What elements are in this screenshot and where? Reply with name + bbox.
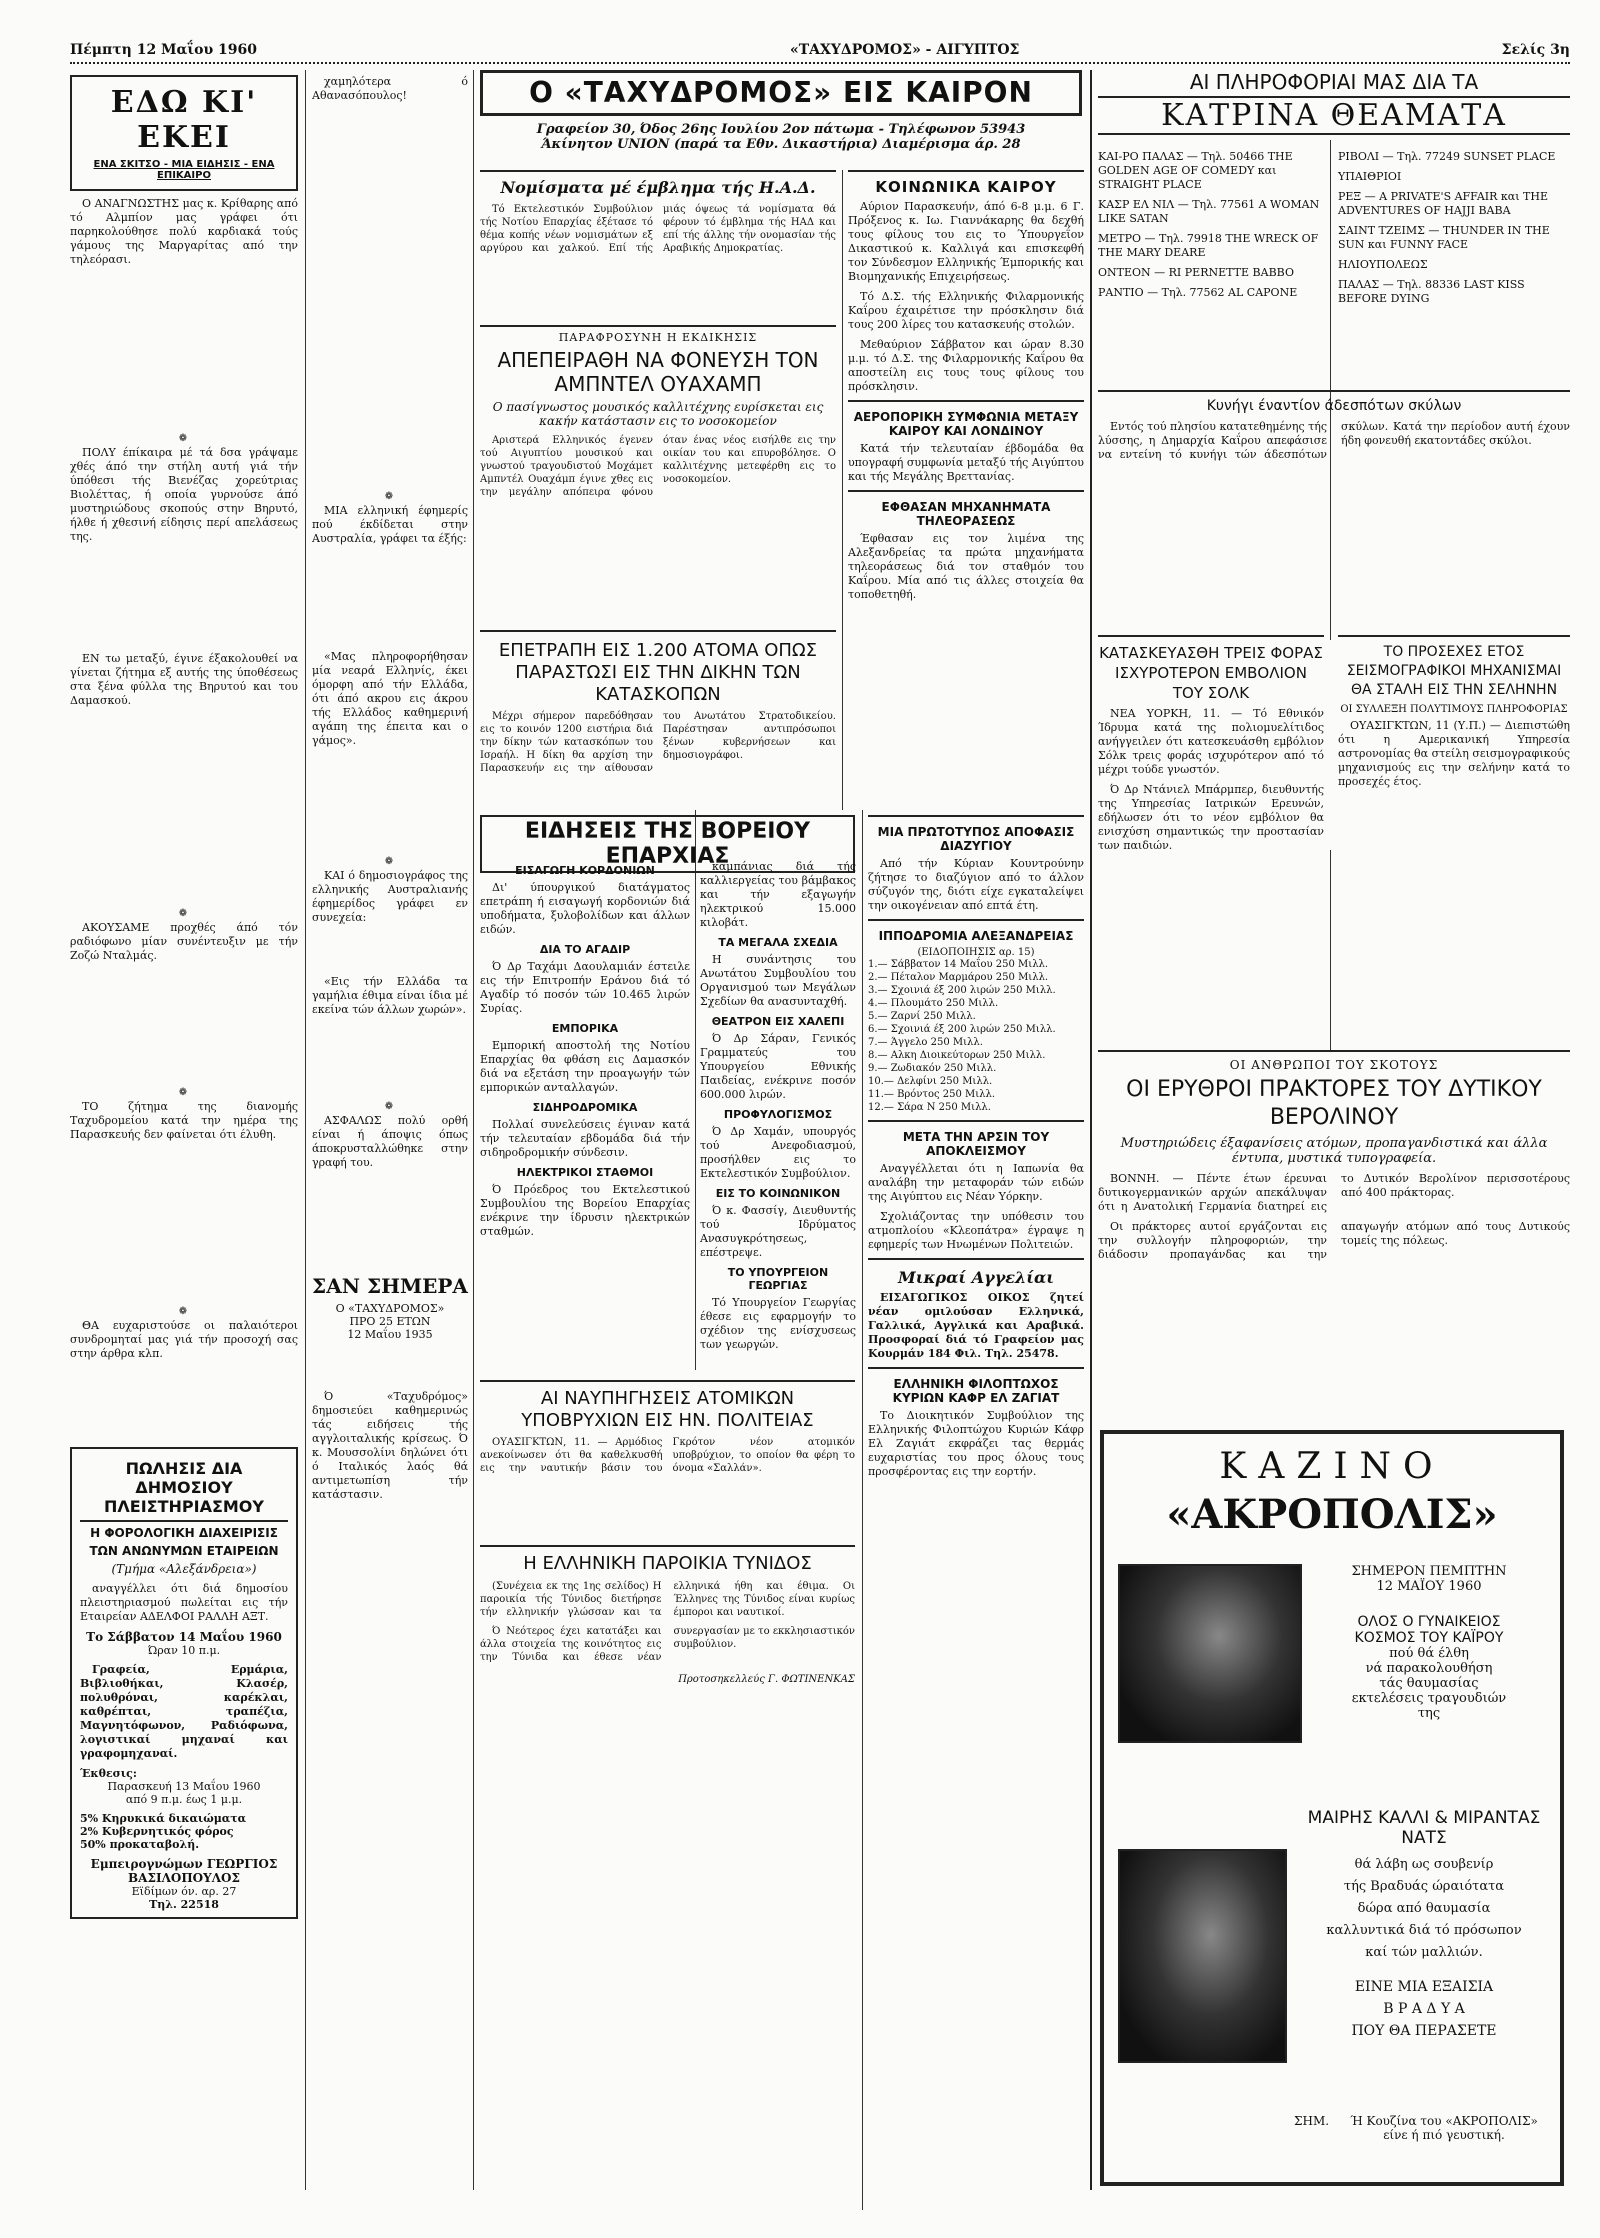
casino-performers: ΜΑΙΡΗΣ ΚΑΛΛΙ & ΜΙΡΑΝΤΑΣ ΝΑΤΣ	[1307, 1808, 1541, 1848]
divorce-title: ΜΙΑ ΠΡΩΤΟΤΥΠΟΣ ΑΠΟΦΑΣΙΣ ΔΙΑΖΥΓΙΟΥ	[877, 825, 1075, 853]
alex-races	[868, 919, 1084, 1114]
agents-deck: Μυστηριώδεις έξαφανίσεις ατόμων, προπαγανδιστικά και άλλα έντυπα, μυστικά τυπογραφεία.	[1120, 1136, 1548, 1166]
seismo-subtitle: ΟΙ ΣΥΛΛΕΞΗ ΠΟΛΥΤΙΜΟΥΣ ΠΛΗΡΟΦΟΡΙΑΣ	[1340, 704, 1568, 715]
info-header	[1098, 70, 1570, 145]
race-entry: 7.— Άγγελο 250 Μιλλ.	[868, 1037, 983, 1048]
singer-photo	[1118, 1849, 1287, 2063]
section-title: ΕΔΩ ΚΙ' ΕΚΕΙ	[110, 85, 258, 155]
column-divider	[842, 170, 843, 810]
social-body: Αύριον Παρασκευήν, άπό 6-8 μ.μ. 6 Γ. Πρόξενος κ. Ιω. Γιαννάκαρης θα δεχθή τους φίλους του εις το Ύπουργεΐον Δικαστικού κ. Καλλιγά και επισκεφθή τον Σύνδεσμον Ελληνικής Έμπορικής και Βιομηχανικής Επιχειρήσεως.	[848, 200, 1084, 283]
submarines-article	[480, 1380, 855, 1542]
race-entry: 9.— Ζωδιακόν 250 Μιλλ.	[868, 1063, 997, 1074]
article-paragraph: ΠΟΛΥ έπίκαιρα μέ τά δσα γράψαμε χθές άπό την στήλη αυτή γιά τήν ύπόθεσι τής Βιενέζας χορεύτριας Βιολέττας, ή οποία γυρνούσε άπό μυστηριώδους σκοπούς στην Βηρυτό, ήλθε ή χθεσινή είδησις περί απελάσεως της.	[70, 446, 298, 543]
north-province-col-a	[480, 860, 690, 1370]
polio-title: ΚΑΤΑΣΚΕΥΑΣΘΗ ΤΡΕΙΣ ΦΟΡΑΣ ΙΣΧΥΡΟΤΕΡΟΝ ΕΜΒΟΛΙΟΝ ΤΟΥ ΣΟΛΚ	[1099, 644, 1323, 702]
agents-article	[1098, 1050, 1570, 1422]
column-divider	[695, 810, 696, 1370]
auction-hour: Ώραν 10 π.μ.	[147, 1644, 221, 1657]
auction-address: Εϊδίμων όν. αρ. 27	[131, 1885, 237, 1898]
separator: ❁	[384, 856, 396, 867]
fee-line: 50% προκαταβολή.	[80, 1838, 200, 1851]
news-body: Ό Δρ Χαμάν, υπουργός τού Ανεφοδιασμού, προσήλθεν εις το Εκτελεστικόν Συμβούλιον.	[700, 1125, 856, 1180]
cinema-listing: ΣΑΙΝΤ ΤΖΕΙΜΣ — THUNDER IN THE SUN και FUNNY FACE	[1338, 224, 1550, 251]
today-paper: Ο «ΤΑΧΥΔΡΟΜΟΣ»	[335, 1302, 445, 1315]
article-paragraph: ΑΚΟΥΣΑΜΕ προχθές άπό τόν ραδιόφωνο μίαν συνέντευξιν με τήν Ζοζώ Νταλμάς.	[70, 921, 298, 962]
news-subhead: ΤΑ ΜΕΓΑΛΑ ΣΧΕΔΙΑ	[718, 936, 838, 949]
article-paragraph: ΑΣΦΑΛΩΣ πολύ ορθή είναι ή άποψις όπως άποκρυσταλλώθηκε στην γραφή του.	[312, 1114, 468, 1169]
submarines-title: ΑΙ ΝΑΥΠΗΓΗΣΕΙΣ ΑΤΟΜΙΚΩΝ ΥΠΟΒΡΥΧΙΩΝ ΕΙΣ ΗΝ. ΠΟΛΙΤΕΙΑΣ	[521, 1388, 814, 1431]
north-province-col-b	[700, 860, 856, 1370]
casino-date: 12 ΜΑΪΟΥ 1960	[1376, 1579, 1482, 1594]
news-body: Ό Δρ Ταχάμι Δαουλαμιάν έστειλε εις τήν Επιτροπήν Εράνου διά τό Αγαδίρ τό ποσόν τών 10.465 λιρών Συρίας.	[480, 960, 690, 1015]
boycott-article	[868, 1120, 1084, 1252]
separator: ❁	[384, 491, 396, 502]
casino-acropolis-ad	[1100, 1430, 1564, 2186]
article-paragraph: Ο ΑΝΑΓΝΩΣΤΗΣ μας κ. Κρίθαρης από τό Αλμπίον μας γράφει ότι παρηκολούθησε πολύ καρδιακά τούς γάμους της Μαργαρίτας από την τηλεόρασι.	[70, 197, 298, 266]
news-body: Εμπορική αποστολή της Νοτίου Επαρχίας θα φθάση εις Δαμασκόν διά να εξετάση την προαγωγήν τών εμπορικών ανταλλαγών.	[480, 1039, 690, 1094]
race-entry: 10.— Δελφίνι 250 Μιλλ.	[868, 1076, 993, 1087]
assassination-body: Αριστερά Ελληνικός έγενεν τού Αιγυπτίου μουσικού και γνωστού τραγουδιστού Μοχάμετ Αμπντέλ Ουαχάμπ έγινε χθες εις την μεγάλην απόπειρα φόνου όταν ένας νέος εισήλθε εις την οικίαν του και επυροβόλησε. Ο καλλιτέχνης μετεφέρθη εις το νοσοκομείον.	[480, 435, 836, 498]
auction-org: ΤΩΝ ΑΝΩΝΥΜΩΝ ΕΤΑΙΡΕΙΩΝ	[89, 1544, 279, 1558]
news-body: καμπάνιας διά τής καλλιεργείας του βάμβακος και τήν εξαγωγήν ηλεκτρικού 15.000 κιλοβάτ.	[700, 860, 856, 929]
auction-branch: (Τμήμα «Αλεξάνδρεια»)	[111, 1562, 257, 1576]
casino-gift-line: τής Βραδυάς ώραιότατα	[1343, 1879, 1505, 1894]
auction-date: Το Σάββατον 14 Μαΐου 1960	[86, 1630, 282, 1644]
philanthropy-body: Το Διοικητικόν Συμβούλιον της Ελληνικής Φιλοπτώχου Κυριών Κάφρ Ελ Ζαγιάτ εκφράζει τας θερμάς ευχαριστίας του προς όλους τους προσφέροντας εις την εορτήν.	[868, 1409, 1084, 1478]
race-entry: 5.— Ζαρνί 250 Μιλλ.	[868, 1011, 976, 1022]
article-paragraph: «Μας πληροφορήθησαν μία νεαρά Ελληνίς, έκει όμορφη από τήν Ελλάδα, ότι άπό ακρου εις άκρου τής Ελλάδος καθημερινή αγάπη της έπειτα και ο γάμος».	[312, 650, 468, 747]
auction-items: Γραφεία, Ερμάρια, Βιβλιοθήκαι, Κλασέρ, πολυθρόναι, καρέκλαι, καθρέπται, τραπέζια, Μαγνητόφωνον, Ραδιόφωνα, λογιστικαί μηχαναί και γραφομηχαναί.	[80, 1663, 288, 1760]
race-entry: 11.— Βρόντος 250 Μιλλ.	[868, 1089, 996, 1100]
fee-line: 5% Κηρυκικά δικαιώματα	[80, 1812, 247, 1825]
dogs-body: Εντός τού πλησίου κατατεθημένης τής λύσσης, η Δημαρχία Καΐρου απεφάσισε να εντείνη τό κυνήγι τών άδεσπότων σκύλων. Κατά την περίοδον αυτή έχουν ήδη φονευθή εκατοντάδες σκύλοι.	[1098, 420, 1570, 461]
tunis-body: (Συνέχεια εκ της 1ης σελίδος) Η παροικία τής Τύνιδος διετήρησε τήν ελληνικήν γλώσσαν και τα ελληνικά ήθη και έθιμα. Οι Έλληνες της Τύνιδος είναι κυρίως έμποροι και ναυτικοί.	[480, 1581, 855, 1618]
masthead-building: Άκίνητον UNION (παρά τα Εθν. Δικαστήρια) Διαμέρισμα άρ. 28	[541, 137, 1021, 152]
casino-line: ΚΟΣΜΟΣ ΤΟΥ ΚΑΪΡΟΥ	[1354, 1630, 1504, 1646]
air-title: ΑΕΡΟΠΟΡΙΚΗ ΣΥΜΦΩΝΙΑ ΜΕΤΑΞΥ ΚΑΙΡΟΥ ΚΑΙ ΛΟΝΔΙΝΟΥ	[853, 410, 1079, 438]
news-body: Δι' ύπουργικού διατάγματος επετράπη ή εισαγωγή κορδονιών διά υποδήματα, ξυλοβολίδων και άλλων ειδών.	[480, 881, 690, 936]
news-subhead: ΤΟ ΥΠΟΥΡΓΕΙΟΝ ΓΕΩΡΓΙΑΣ	[727, 1266, 829, 1292]
casino-event-info	[1304, 1564, 1554, 1721]
news-subhead: ΕΙΣΑΓΩΓΗ ΚΟΡΔΟΝΙΩΝ	[515, 864, 655, 877]
masthead-title: Ο «ΤΑΧΥΔΡΟΜΟΣ» ΕΙΣ ΚΑΙΡΟΝ	[529, 76, 1033, 109]
today-years: ΠΡΟ 25 ΕΤΩΝ	[349, 1315, 431, 1328]
header-date: Πέμπτη 12 Μαΐου 1960	[70, 42, 257, 58]
casino-evening-line: Β Ρ Α Δ Υ Α	[1383, 2001, 1465, 2017]
column-2	[312, 75, 468, 1275]
coins-title: Νομίσματα μέ έμβλημα τής Η.Α.Δ.	[500, 178, 816, 197]
tunis-article	[480, 1545, 855, 2187]
today-in-history-body	[312, 1390, 468, 1501]
spy-trial-article	[480, 630, 836, 812]
air-agreement	[848, 400, 1084, 484]
tv-article	[848, 490, 1084, 602]
small-ads-title: Μικραί Αγγελίαι	[898, 1268, 1054, 1287]
column-divider	[1090, 70, 1092, 2190]
cinemas-left	[1098, 150, 1326, 390]
news-subhead: ΕΜΠΟΡΙΚΑ	[551, 1022, 619, 1035]
news-body: Ό κ. Φασσίγ, Διευθυντής τού Ιδρύματος Ανασυγκρότησεως, επέστρεψε.	[700, 1204, 856, 1259]
news-body: Ό Πρόεδρος του Εκτελεστικού Συμβουλίου της Βορείου Επαρχίας ενέκρινε την ίδρυσιν ηλεκτρικών σταθμών.	[480, 1183, 690, 1238]
casino-gift-line: δώρα από θαυμασία	[1357, 1901, 1491, 1916]
news-subhead: ΕΙΣ ΤΟ ΚΟΙΝΩΝΙΚΟΝ	[715, 1187, 841, 1200]
cinema-listing: ΡΑΝΤΙΟ — Τηλ. 77562 AL CAPONE	[1098, 286, 1298, 299]
polio-body: Ό Δρ Ντάνιελ Μπάρμπερ, διευθυντής της Υπηρεσίας Ιατρικών Ερευνών, εδήλωσεν ότι το νέον εμβόλιον θα ενισχύση σημαντικώς την προστασίαν των παιδιών.	[1098, 783, 1324, 852]
race-entry: 1.— Σάββατον 14 Μαΐου 250 Μιλλ.	[868, 959, 1049, 970]
masthead	[480, 70, 1082, 160]
races-subtitle: (ΕΙΔΟΠΟΙΗΣΙΣ αρ. 15)	[917, 947, 1035, 958]
seismograph-article	[1338, 635, 1570, 1097]
auction-agent: Εμπειρογνώμων ΓΕΩΡΓΙΟΣ ΒΑΣΙΛΟΠΟΥΛΟΣ	[90, 1857, 278, 1885]
article-paragraph: ΤΟ ζήτημα της διανομής Ταχυδρομείου κατά την ημέρα της Παρασκευής δεν φαίνεται ότι έλυθη.	[70, 1100, 298, 1141]
social-body: Τό Δ.Σ. τής Ελληνικής Φιλαρμονικής Καΐρου έχαιρέτισε την πρόσκλησιν διά τους 200 λίρες του κατασκευής στολών.	[848, 290, 1084, 331]
right-middle-column	[868, 815, 1084, 2195]
article-paragraph: χαμηλότερα ό Αθανασόπουλος!	[312, 75, 468, 102]
article-paragraph: Ό «Ταχυδρόμος» δημοσιεύει καθημερινώς τάς ειδήσεις τής αγγλοιταλικής κρίσεως. Ό κ. Μουσσολίνι δηλώνει ότι ό Ιταλικός λαός θά αντιμετωπίση τήν κατάστασιν.	[312, 1390, 468, 1501]
tunis-body: Ό Νεότερος έχει κατατάξει και άλλα στοιχεία της κοινότητος εις την Τύνιδα και έθεσε νέαν συνεργασίαν με το εκκλησιαστικόν συμβούλιον.	[480, 1626, 855, 1663]
article-paragraph: «Εις τήν Ελλάδα τα γαμήλια έθιμα είναι ίδια μέ εκείνα τών άλλων χωρών».	[312, 975, 468, 1016]
race-entry: 8.— Αλκη Διοικεύτορων 250 Μιλλ.	[868, 1050, 1046, 1061]
cinemas-right	[1338, 150, 1570, 390]
header-page-number: Σελίς 3η	[1501, 42, 1570, 58]
news-body: Πολλαί συνελεύσεις έγιναν κατά τήν τελευταίαν εβδομάδα διά τήν σιδηροδρομικήν σύνδεσιν.	[480, 1118, 690, 1159]
cinema-listing: ΜΕΤΡΟ — Τηλ. 79918 THE WRECK OF THE MARY DEARE	[1098, 232, 1319, 259]
races-title: ΙΠΠΟΔΡΟΜΙΑ ΑΛΕΞΑΝΔΡΕΙΑΣ	[878, 929, 1074, 943]
masthead-address: Γραφείον 30, Όδος 26ης Ιουλίου 2ον πάτωμα - Τηλέφωνον 53943	[536, 122, 1026, 137]
auction-ad	[70, 1447, 298, 1919]
today-in-history	[312, 1270, 468, 1390]
cinema-listing: ΚΑΙ-ΡΟ ΠΑΛΑΣ — Τηλ. 50466 THE GOLDEN AGE OF COMEDY και STRAIGHT PLACE	[1098, 150, 1293, 191]
casino-line: της	[1417, 1706, 1441, 1721]
auction-org: Η ΦΟΡΟΛΟΓΙΚΗ ΔΙΑΧΕΙΡΙΣΙΣ	[90, 1526, 278, 1540]
column-divider	[1330, 850, 1331, 1070]
agents-title: ΟΙ ΕΡΥΘΡΟΙ ΠΡΑΚΤΟΡΕΣ ΤΟΥ ΔΥΤΙΚΟΥ ΒΕΡΟΛΙΝΟΥ	[1126, 1077, 1542, 1130]
divorce-body: Από τήν Κύριαν Κουντρούνην ζήτησε το διαζύγιον από το άλλον σύζυγόν της, διότι είχε εγκαταλείψει την οικογένειαν από επτά έτη.	[868, 857, 1084, 912]
separator: ❁	[178, 433, 190, 444]
singer-photo	[1118, 1564, 1302, 1743]
separator: ❁	[178, 908, 190, 919]
philanthropy-title: ΕΛΛΗΝΙΚΗ ΦΙΛΟΠΤΩΧΟΣ ΚΥΡΙΩΝ ΚΑΦΡ ΕΛ ΖΑΓΙΑΤ	[892, 1377, 1060, 1405]
casino-gift-line: καλλυντικά διά τό πρόσωπον	[1326, 1923, 1522, 1938]
tv-body: Έφθασαν εις τον λιμένα της Αλεξανδρείας τα πρώτα μηχανήματα τηλεοράσεως διά τον σταθμόν του Καΐρου. Μία από τις άλλες στοιχεία θα τοποθετηθή.	[848, 532, 1084, 601]
social-title: ΚΟΙΝΩΝΙΚΑ ΚΑΙΡΟΥ	[875, 178, 1057, 196]
separator: ❁	[178, 1087, 190, 1098]
article-paragraph: ΜΙΑ ελληνική έφημερίς πού έκδίδεται στην Αυστραλία, γράφει τα έξής:	[312, 504, 468, 545]
polio-body: ΝΕΑ ΥΟΡΚΗ, 11. — Τό Εθνικόν Ίδρυμα κατά της πολιομυελίτιδος ανήγγειλεν ότι κατεσκευάσθη εμβόλιον Σόλκ τρεις φοράς ισχυρότερον από τό μέχρι τούδε γνωστόν.	[1098, 707, 1324, 776]
tunis-title: Η ΕΛΛΗΝΙΚΗ ΠΑΡΟΙΚΙΑ ΤΥΝΙΔΟΣ	[523, 1553, 812, 1574]
casino-note-label: ΣΗΜ.	[1294, 2114, 1330, 2128]
polio-article	[1098, 635, 1324, 1097]
separator: ❁	[384, 1101, 396, 1112]
fee-line: 2% Κυβερνητικός φόρος	[80, 1825, 234, 1838]
philanthropy-article	[868, 1367, 1084, 1479]
news-subhead: ΘΕΑΤΡΟΝ ΕΙΣ ΧΑΛΕΠΙ	[711, 1015, 845, 1028]
agents-body: ΒΟΝΝΗ. — Πέντε έτων έρευναι δυτικογερμανικών αρχών απεκάλυψαν ότι η Ανατολική Γερμανία διατηρεί εις το Δυτικόν Βερολίνον περισσοτέρους από 400 πράκτορας.	[1098, 1172, 1570, 1213]
exposition-hour: από 9 π.μ. έως 1 μ.μ.	[125, 1793, 243, 1806]
casino-line: εκτελέσεις τραγουδιών	[1351, 1691, 1507, 1706]
race-entry: 2.— Πέταλον Μαρμάρου 250 Μιλλ.	[868, 972, 1049, 983]
casino-line: τάς θαυμασίας	[1379, 1676, 1479, 1691]
dogs-article	[1098, 390, 1570, 632]
casino-title: ΚΑΖΙΝΟ	[1219, 1446, 1445, 1487]
auction-phone: Τηλ. 22518	[149, 1898, 219, 1911]
exposition-label: Έκθεσις:	[80, 1767, 137, 1780]
column-1	[70, 75, 298, 2215]
casino-gifts	[1294, 1854, 1554, 2042]
auction-title: ΠΩΛΗΣΙΣ ΔΙΑ ΔΗΜΟΣΙΟΥ ΠΛΕΙΣΤΗΡΙΑΣΜΟΥ	[80, 1459, 288, 1522]
cinema-listing: ΥΠΑΙΘΡΙΟΙ	[1338, 170, 1402, 183]
news-subhead: ΔΙΑ ΤΟ ΑΓΑΔΙΡ	[539, 943, 631, 956]
assassination-deck: Ο πασίγνωστος μουσικός καλλιτέχνης ευρίσκεται εις κακήν κατάστασιν εις το νοσοκομείον	[492, 400, 824, 428]
article-paragraph: ΕΝ τω μεταξύ, έγινε έξακολουθεί να γίνεται ζήτημα εξ αυτής της ύποθέσεως στα ξένα φύλλα της Βηρυτού και του Δαμασκού.	[70, 652, 298, 707]
boycott-title: ΜΕΤΑ ΤΗΝ ΑΡΣΙΝ ΤΟΥ ΑΠΟΚΛΕΙΣΜΟΥ	[902, 1130, 1050, 1158]
tunis-signature: Προτοσηκελλεύς Γ. ΦΩΤΙΝΕΝΚΑΣ	[678, 1674, 855, 1685]
info-title: ΑΙ ΠΛΗΡΟΦΟΡΙΑΙ ΜΑΣ ΔΙΑ ΤΑ	[1189, 70, 1479, 94]
separator: ❁	[178, 1306, 190, 1317]
cinema-listing: ΡΕΞ — A PRIVATE'S AFFAIR και THE ADVENTURES OF HAJJI BABA	[1338, 190, 1548, 217]
tv-title: ΕΦΘΑΣΑΝ ΜΗΧΑΝΗΜΑΤΑ ΤΗΛΕΟΡΑΣΕΩΣ	[881, 500, 1051, 528]
column-divider	[305, 70, 306, 2190]
article-kicker: ΠΑΡΑΦΡΟΣΥΝΗ Η ΕΚΔΙΚΗΣΙΣ	[558, 331, 758, 344]
news-body: Ό Δρ Σάραν, Γενικός Γραμματεύς του Υπουργείου Εθνικής Παιδείας, ενέκρινε ποσόν 600.000 λιρών.	[700, 1032, 856, 1101]
small-ads	[868, 1258, 1084, 1361]
coins-body: Τό Εκτελεστικόν Συμβούλιον τής Νοτίου Επαρχίας έξέτασε τό θέμα κοπής νέων νομισμάτων εξ αργύρου και χαλκού. Επί τής μιάς όψεως τά νομίσματα θά φέρουν τό έμβλημα τής ΗΑΔ και επί τής άλλης τήν ονομασίαν τής Αραβικής Δημοκρατίας.	[480, 204, 836, 254]
today-title: ΣΑΝ ΣΗΜΕΡΑ	[312, 1274, 468, 1298]
agents-kicker: ΟΙ ΑΝΘΡΩΠΟΙ ΤΟΥ ΣΚΟΤΟΥΣ	[1229, 1058, 1439, 1072]
cinema-listing: ΚΑΣΡ ΕΛ ΝΙΛ — Τηλ. 77561 A WOMAN LIKE SATAN	[1098, 198, 1320, 225]
small-ads-body: ΕΙΣΑΓΩΓΙΚΟΣ ΟΙΚΟΣ ζητεί νέαν ομιλούσαν Ελληνικά, Γαλλικά, Αγγλικά και Αραβικά. Προσφοραί διά τό Γραφείον μας Κουρμάν 184 Φιλ. Τηλ. 25478.	[868, 1291, 1084, 1360]
news-body: Τό Υπουργείον Γεωργίας έθεσε εις εφαρμογήν το σχέδιον της ενίσχυσεως των γεωργών.	[700, 1296, 856, 1351]
agents-body: Οι πράκτορες αυτοί εργάζονται εις την συλλογήν πληροφοριών, την διάδοσιν προπαγάνδας και την απαγωγήν ατόμων από τους Δυτικούς τομείς της πόλεως.	[1098, 1220, 1570, 1261]
casino-gift-line: θά λάβη ως σουβενίρ	[1354, 1857, 1494, 1872]
boycott-body: Σχολιάζοντας την υπόθεσιν του ατμοπλοίου «Κλεοπάτρα» έγραψε η εφημερίς των Ηνωμένων Πολιτειών.	[868, 1210, 1084, 1251]
section-subtitle: ΕΝΑ ΣΚΙΤΣΟ - ΜΙΑ ΕΙΔΗΣΙΣ - ΕΝΑ ΕΠΙΚΑΙΡΟ	[93, 159, 275, 181]
casino-name: «ΑΚΡΟΠΟΛΙΣ»	[1166, 1491, 1498, 1538]
seismo-title: ΤΟ ΠΡΟΣΕΧΕΣ ΕΤΟΣ ΣΕΙΣΜΟΓΡΑΦΙΚΟΙ ΜΗΧΑΝΙΣΜΑΙ ΘΑ ΣΤΑΛΗ ΕΙΣ ΤΗΝ ΣΕΛΗΝΗΝ	[1346, 644, 1562, 698]
social-column	[848, 170, 1084, 812]
article-paragraph: ΘΑ ευχαριστούσε οι παλαιότεροι συνδρομηταί μας γιά τήν προσοχή σας στην άρθρα κλπ.	[70, 1319, 298, 1360]
today-date: 12 Μαΐου 1935	[347, 1328, 433, 1341]
info-title-main: ΚΑΤΡΙΝΑ ΘΕΑΜΑΤΑ	[1098, 96, 1570, 135]
assassination-article	[480, 325, 836, 627]
race-entry: 12.— Σάρα Ν 250 Μιλλ.	[868, 1102, 991, 1113]
cinema-listing: ΗΛΙΟΥΠΟΛΕΩΣ	[1338, 258, 1428, 271]
dogs-title: Κυνήγι έναντίον άδεσπότων σκύλων	[1206, 398, 1462, 414]
race-entry: 3.— Σχοινιά έξ 200 λιρών 250 Μιλλ.	[868, 985, 1056, 996]
race-entry: 6.— Σχοινιά έξ 200 λιρών 250 Μιλλ.	[868, 1024, 1056, 1035]
cinema-listing: ΡΙΒΟΛΙ — Τηλ. 77249 SUNSET PLACE	[1338, 150, 1556, 163]
casino-line: νά παρακολουθήση	[1365, 1661, 1493, 1676]
casino-line: ΟΛΟΣ Ο ΓΥΝΑΙΚΕΙΟΣ	[1357, 1614, 1501, 1630]
divorce-article	[868, 815, 1084, 913]
casino-evening-line: ΠΟΥ ΘΑ ΠΕΡΑΣΕΤΕ	[1351, 2023, 1497, 2039]
news-subhead: ΠΡΟΦΥΛΟΓΙΣΜΟΣ	[723, 1108, 833, 1121]
air-body: Κατά τήν τελευταίαν έβδομάδα θα υπογραφή συμφωνία μεταξύ τής Αιγύπτου και τής Μεγάλης Βρεττανίας.	[848, 442, 1084, 483]
north-province-title: ΕΙΔΗΣΕΙΣ ΤΗΣ ΒΟΡΕΙΟΥ ΕΠΑΡΧΙΑΣ	[524, 819, 811, 869]
submarines-body: ΟΥΑΣΙΓΚΤΩΝ, 11. — Αρμόδιος ανεκοίνωσεν ότι θα καθελκυσθή εις την ναυτικήν βάσιν του Γκρότον νέον ατομικόν υποβρύχιον, το οποίον θα φέρη το όνομα «Σαλλάν».	[480, 1437, 855, 1474]
casino-evening-line: ΕΙΝΕ ΜΙΑ ΕΞΑΙΣΙΑ	[1354, 1979, 1494, 1995]
news-subhead: ΣΙΔΗΡΟΔΡΟΜΙΚΑ	[532, 1101, 638, 1114]
column-divider	[862, 810, 863, 2210]
auction-body: αναγγέλλει ότι διά δημοσίου πλειστηριασμού πωλείται εις τήν Εταιρείαν ΑΔΕΛΦΟΙ ΡΑΛΛΗ ΑΞΤ.	[80, 1582, 288, 1623]
masthead-banner	[480, 70, 1082, 116]
casino-note: Ή Κουζίνα του «ΑΚΡΟΠΟΛΙΣ» είνε ή πιό γευστική.	[1350, 2114, 1538, 2142]
coins-article	[480, 170, 836, 322]
cinema-listing: ΠΑΛΑΣ — Τηλ. 88336 LAST KISS BEFORE DYING	[1338, 278, 1525, 305]
social-body: Μεθαύριον Σάββατον και ώραν 8.30 μ.μ. τό Δ.Σ. της Φιλαρμονικής Καΐρου θα αποστείλη εις τους τους φίλους του πρόσκλησιν.	[848, 338, 1084, 393]
race-entry: 4.— Πλουμάτο 250 Μιλλ.	[868, 998, 999, 1009]
spy-trial-body: Μέχρι σήμερον παρεδόθησαν εις το κοινόν 1200 ειστήρια διά την δίκην τών κατασκόπων του Ισραήλ. Η δίκη θα αρχίση την Παρασκευήν εις την αίθουσαν του Ανωτάτου Στρατοδικείου. Παρέστησαν αντιπρόσωποι ξένων κυβερνήσεων και δημοσιογράφοι.	[480, 711, 836, 774]
news-body: Η συνάντησις του Ανωτάτου Συμβουλίου του Οργανισμού των Μεγάλων Σχεδίων θα ανασυνταχθή.	[700, 953, 856, 1008]
article-paragraph: ΚΑΙ ό δημοσιογράφος της ελληνικής Αυστραλιανής έφημερίδος γράφει εν συνεχεία:	[312, 869, 468, 924]
header-paper-name: «ΤΑΧΥΔΡΟΜΟΣ» - ΑΙΓΥΠΤΟΣ	[790, 42, 1020, 58]
cinema-listing: ΟΝΤΕΟΝ — RI PERNETTE BABBO	[1098, 266, 1294, 279]
page-header	[70, 40, 1570, 64]
casino-gift-line: καί τών μαλλιών.	[1365, 1945, 1483, 1960]
seismo-body: ΟΥΑΣΙΓΚΤΩΝ, 11 (Υ.Π.) — Διεπιστώθη ότι η Αμερικανική Υπηρεσία αστρονομίας θα στείλη σεισμογραφικούς μηχανισμούς εις την σελήνην κατά το προσεχές έτος.	[1338, 719, 1570, 788]
races-list	[868, 958, 1084, 1114]
casino-line: πού θά έλθη	[1389, 1646, 1469, 1661]
assassination-title: ΑΠΕΠΕΙΡΑΘΗ ΝΑ ΦΟΝΕΥΣΗ ΤΟΝ ΑΜΠΝΤΕΛ ΟΥΑΧΑΜΠ	[497, 348, 819, 396]
column-divider	[473, 70, 474, 2190]
news-subhead: ΗΛΕΚΤΡΙΚΟΙ ΣΤΑΘΜΟΙ	[516, 1166, 654, 1179]
casino-day: ΣΗΜΕΡΟΝ ΠΕΜΠΤΗΝ	[1351, 1564, 1507, 1579]
north-province-header	[480, 815, 855, 869]
edo-ki-ekei-header	[70, 75, 298, 191]
exposition-date: Παρασκευή 13 Μαΐου 1960	[107, 1780, 261, 1793]
spy-trial-title: ΕΠΕΤΡΑΠΗ ΕΙΣ 1.200 ΑΤΟΜΑ ΟΠΩΣ ΠΑΡΑΣΤΩΣΙ ΕΙΣ ΤΗΝ ΔΙΚΗΝ ΤΩΝ ΚΑΤΑΣΚΟΠΩΝ	[498, 640, 818, 705]
boycott-body: Αναγγέλλεται ότι η Ιαπωνία θα αναλάβη την μεταφοράν τών ειδών της Αιγύπτου εις Νέαν Υόρκην.	[868, 1162, 1084, 1203]
